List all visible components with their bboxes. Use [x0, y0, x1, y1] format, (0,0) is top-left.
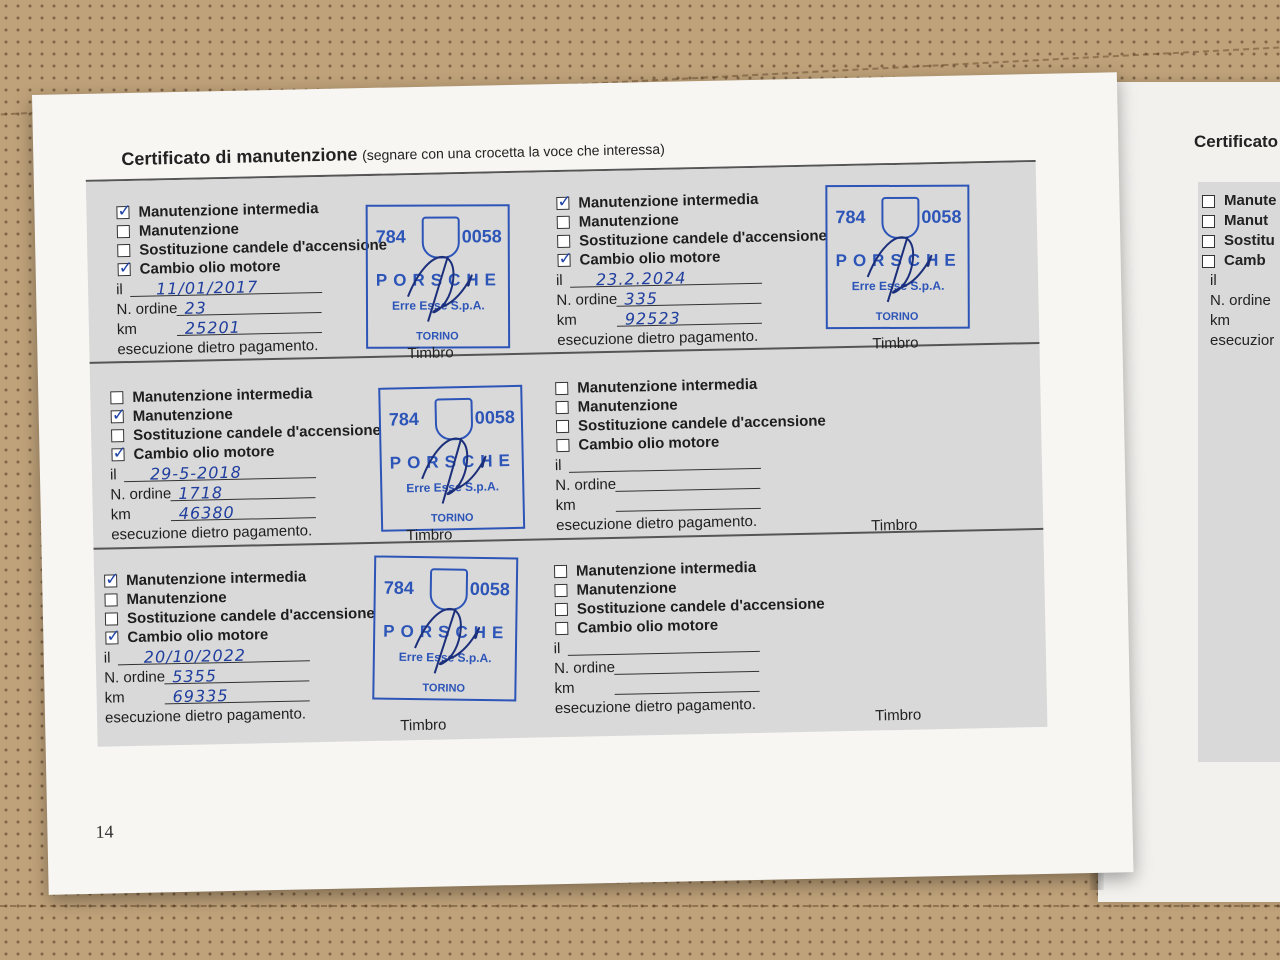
field-label: il	[103, 649, 111, 667]
option-label: Cambio olio motore	[577, 616, 719, 637]
checkbox[interactable]	[104, 569, 120, 590]
right-page-heading: Certificato	[1194, 132, 1279, 151]
dealer-stamp	[372, 555, 518, 701]
right-page-item: Sostitu	[1198, 232, 1275, 249]
check-mark-icon: ✓	[557, 191, 572, 213]
option-label: Manutenzione intermedia	[577, 375, 758, 397]
maintenance-entry	[552, 553, 996, 742]
dealer-stamp	[366, 204, 511, 349]
field-label: il	[553, 640, 561, 658]
option-label: Manutenzione	[126, 589, 227, 609]
check-mark-icon: ✓	[558, 248, 574, 270]
dealer-stamp	[825, 185, 970, 330]
option-label: Manutenzione	[577, 396, 678, 416]
checkbox[interactable]	[557, 248, 574, 270]
right-page-field: esecuzior	[1210, 332, 1275, 349]
stamp-label: Timbro	[875, 706, 922, 725]
checkbox[interactable]	[118, 257, 134, 279]
checkbox[interactable]	[117, 225, 130, 238]
checkbox[interactable]	[117, 244, 130, 257]
field-label: km	[104, 689, 125, 707]
right-page-field: km	[1210, 312, 1230, 329]
check-mark-icon: ✓	[112, 443, 127, 464]
field-label: N. ordine	[553, 658, 616, 678]
checkbox[interactable]	[554, 584, 567, 597]
stamp-label: Timbro	[400, 716, 447, 735]
stamp-label: Timbro	[871, 516, 918, 535]
field-label: N. ordine	[116, 300, 178, 319]
handwritten-value: 11/01/2017	[155, 277, 259, 299]
signature-scribble	[411, 417, 503, 509]
handwritten-value: 5355	[172, 666, 218, 687]
option-label: Manutenzione intermedia	[126, 568, 307, 590]
handwritten-value: 92523	[624, 308, 681, 329]
right-page-field: N. ordine	[1210, 292, 1271, 309]
stamp-city: TORINO	[422, 682, 466, 695]
right-page-field: il	[1210, 272, 1217, 289]
payment-note: esecuzione dietro pagamento.	[554, 695, 757, 718]
stamp-label: Timbro	[406, 526, 453, 545]
handwritten-value: 25201	[184, 317, 242, 338]
field-label: il	[109, 466, 117, 484]
handwritten-value: 23	[184, 298, 208, 318]
stamp-city: TORINO	[416, 330, 459, 343]
check-mark-icon: ✓	[106, 626, 121, 647]
field-label: N. ordine	[104, 668, 166, 687]
payment-note: esecuzione dietro pagamento.	[117, 337, 319, 359]
option-label: Sostituzione candele d'accensione	[132, 421, 382, 444]
checkbox[interactable]	[111, 429, 124, 442]
stamp-city: TORINO	[875, 310, 919, 323]
option-label: Cambio olio motore	[133, 443, 275, 463]
right-page-item: Manut	[1198, 212, 1268, 229]
stamp-label: Timbro	[407, 344, 454, 363]
checkbox[interactable]	[556, 420, 569, 433]
stamp-brand: PORSCHE	[375, 270, 503, 290]
field-label: km	[556, 311, 578, 330]
field-label: il	[115, 281, 123, 299]
checkbox[interactable]	[555, 382, 568, 395]
checkbox[interactable]	[104, 593, 117, 606]
checkbox[interactable]	[556, 401, 569, 414]
checkbox[interactable]	[556, 439, 569, 452]
field-label: il	[554, 456, 562, 475]
check-mark-icon: ✓	[117, 200, 132, 222]
checkbox[interactable]	[555, 622, 568, 635]
stamp-number: 784	[835, 207, 866, 228]
payment-note: esecuzione dietro pagamento.	[111, 522, 313, 544]
checkbox[interactable]	[111, 405, 127, 426]
stamp-company: Erre Esse S.p.A.	[406, 479, 500, 496]
option-label: Sostituzione candele d'accensione	[139, 236, 388, 259]
stamp-company: Erre Esse S.p.A.	[391, 298, 485, 313]
option-label: Sostituzione candele d'accensione	[577, 412, 826, 435]
dealer-stamp	[378, 385, 525, 532]
option-label: Sostituzione candele d'accensione	[126, 604, 375, 628]
handwritten-value: 69335	[172, 686, 229, 707]
option-label: Manutenzione intermedia	[578, 190, 759, 212]
field-label: km	[116, 320, 138, 339]
field-label: km	[554, 679, 575, 698]
stamp-number: 0058	[474, 406, 516, 428]
option-label: Sostituzione candele d'accensione	[579, 227, 828, 250]
handwritten-value: 23.2.2024	[595, 268, 687, 290]
option-label: Manutenzione	[138, 220, 240, 240]
checkbox[interactable]	[556, 191, 572, 213]
checkbox[interactable]	[105, 626, 121, 647]
stamp-company: Erre Esse S.p.A.	[398, 649, 492, 666]
checkbox[interactable]	[557, 216, 570, 229]
field-label: km	[555, 496, 576, 515]
stamp-number: 784	[388, 408, 420, 430]
stamp-label: Timbro	[872, 334, 919, 353]
payment-note: esecuzione dietro pagamento.	[104, 705, 307, 727]
option-label: Sostituzione candele d'accensione	[576, 595, 825, 618]
checkbox[interactable]	[105, 612, 118, 625]
option-label: Manutenzione	[132, 405, 233, 425]
stamp-brand: PORSCHE	[389, 450, 517, 473]
handwritten-value: 20/10/2022	[143, 645, 247, 667]
field-label: N. ordine	[555, 475, 617, 495]
option-label: Cambio olio motore	[127, 626, 269, 647]
handwritten-value: 335	[624, 288, 659, 309]
field-label: km	[110, 506, 131, 524]
checkbox[interactable]	[555, 603, 568, 616]
stamp-number: 0058	[461, 226, 502, 247]
field-label: N. ordine	[110, 485, 172, 504]
right-page-item: Manute	[1198, 192, 1277, 209]
stamp-company: Erre Esse S.p.A.	[851, 278, 945, 294]
stamp-brand: PORSCHE	[383, 621, 510, 643]
payment-note: esecuzione dietro pagamento.	[557, 327, 759, 350]
stamp-brand: PORSCHE	[835, 250, 962, 271]
page-number: 14	[95, 821, 114, 842]
check-mark-icon: ✓	[118, 257, 134, 279]
seat-seam	[0, 905, 1280, 907]
check-mark-icon: ✓	[111, 405, 127, 426]
stamp-number: 784	[375, 226, 406, 247]
signature-scribble	[405, 588, 496, 679]
checkbox[interactable]	[557, 235, 570, 248]
checkbox[interactable]	[110, 391, 123, 404]
option-label: Cambio olio motore	[139, 257, 281, 278]
checkbox[interactable]	[554, 565, 567, 578]
right-page-item: Camb	[1198, 252, 1266, 269]
option-label: Manutenzione intermedia	[575, 558, 757, 580]
stamp-number: 0058	[469, 578, 510, 600]
option-label: Manutenzione intermedia	[138, 200, 319, 221]
option-label: Manutenzione intermedia	[132, 385, 313, 406]
field-label: il	[555, 271, 563, 290]
signature-scribble	[398, 236, 488, 326]
checkbox[interactable]	[111, 443, 127, 464]
handwritten-value: 46380	[178, 502, 235, 524]
stamp-city: TORINO	[430, 511, 474, 525]
signature-scribble	[857, 217, 947, 307]
field-label: N. ordine	[556, 290, 618, 310]
option-label: Manutenzione	[578, 211, 679, 231]
checkbox[interactable]	[116, 200, 132, 222]
stamp-number: 0058	[921, 206, 962, 227]
option-label: Cambio olio motore	[578, 433, 720, 454]
handwritten-value: 1718	[178, 483, 224, 504]
stamp-number: 784	[383, 577, 415, 599]
check-mark-icon: ✓	[104, 569, 120, 590]
right-page-form	[1198, 182, 1280, 762]
left-page	[32, 72, 1134, 895]
option-label: Cambio olio motore	[579, 248, 721, 269]
handwritten-value: 29-5-2018	[149, 462, 242, 484]
page-title: Certificato di manutenzione (segnare con una crocetta la voce che interessa)	[121, 140, 665, 170]
payment-note: esecuzione dietro pagamento.	[555, 512, 758, 535]
maintenance-entry	[553, 370, 997, 559]
option-label: Manutenzione	[576, 579, 677, 599]
